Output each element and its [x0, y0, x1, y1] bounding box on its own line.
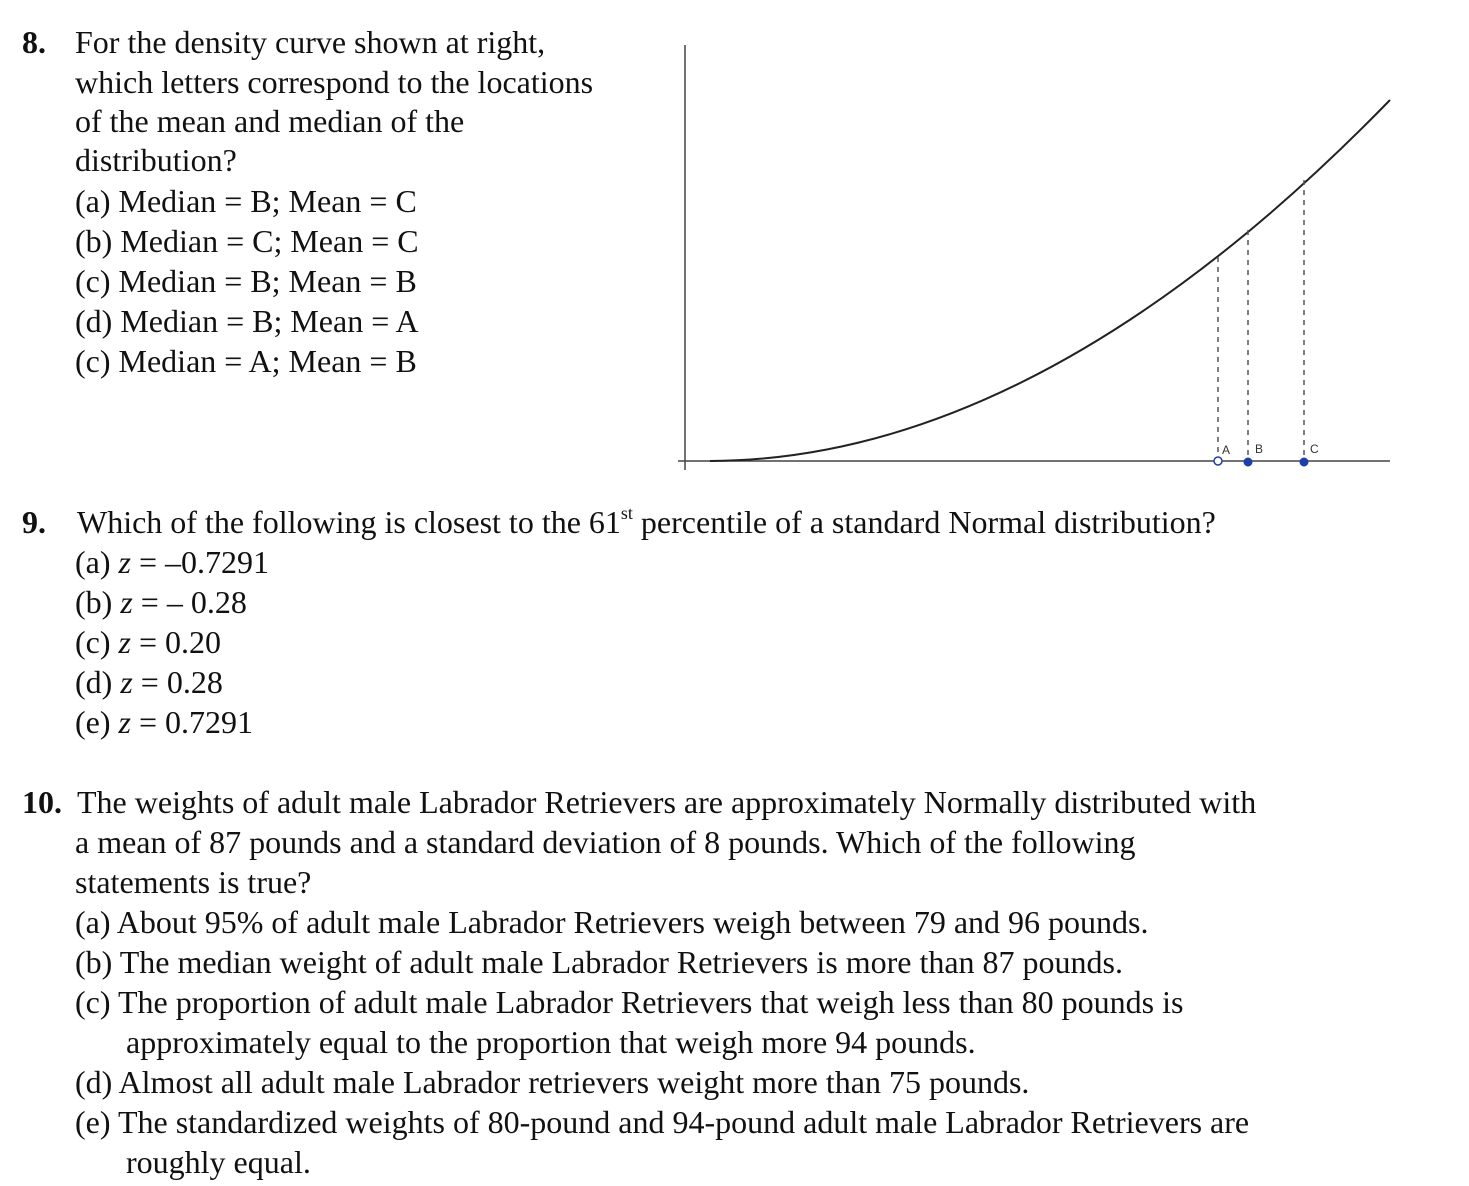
q8-number: 8. — [22, 24, 46, 60]
q10-stem-text-1: The weights of adult male Labrador Retrievers are approximately Normally distributed with — [77, 784, 1257, 820]
q10-option-a: (a) About 95% of adult male Labrador Retrievers weigh between 79 and 96 pounds. — [75, 904, 1149, 940]
q8-stem-line-4: distribution? — [75, 142, 237, 178]
point-b-label: B — [1255, 442, 1264, 456]
q9-option-c — [75, 622, 221, 662]
q9-option-b — [75, 582, 247, 622]
q9-option-c-variable: z — [118, 624, 131, 660]
q8-stem-line-2: which letters correspond to the locations — [75, 64, 594, 100]
point-a-label: A — [1222, 443, 1231, 457]
q9-stem-superscript: st — [620, 503, 633, 523]
q10-option-b: (b) The median weight of adult male Labrador Retrievers is more than 87 pounds. — [75, 944, 1123, 980]
q10-stem-line-1 — [22, 782, 1257, 822]
q9-option-d-value: = 0.28 — [132, 664, 223, 700]
q9-option-e-value: = 0.7291 — [130, 704, 254, 740]
q10-option-c: (c) The proportion of adult male Labrador Retrievers that weigh less than 80 pounds is — [75, 984, 1184, 1020]
q10-option-e-continued: roughly equal. — [126, 1144, 311, 1180]
q8-option-c: (c) Median = B; Mean = B — [75, 263, 417, 299]
q9-option-d-label: (d) — [75, 664, 121, 700]
density-curve-figure — [0, 0, 1469, 500]
q10-stem-line-3: statements is true? — [75, 864, 312, 900]
density-curve — [710, 100, 1390, 461]
q9-option-d — [75, 662, 223, 702]
q8-option-d: (d) Median = B; Mean = A — [75, 303, 419, 339]
point-b-marker — [1244, 458, 1253, 467]
q8-stem-line-3: of the mean and median of the — [75, 103, 465, 139]
q8-option-b: (b) Median = C; Mean = C — [75, 223, 419, 259]
q8-stem-text-1: For the density curve shown at right, — [75, 24, 546, 60]
q9-option-e-label: (e) — [75, 704, 119, 740]
q9-option-b-variable: z — [120, 584, 133, 620]
q9-option-e-variable: z — [118, 704, 131, 740]
point-c-marker — [1300, 458, 1309, 467]
q8-option-e: (c) Median = A; Mean = B — [75, 343, 417, 379]
q9-option-e — [75, 702, 253, 742]
q9-option-a-value: = –0.7291 — [130, 544, 270, 580]
q10-stem-line-2: a mean of 87 pounds and a standard deviation of 8 pounds. Which of the following — [75, 824, 1136, 860]
q10-option-e: (e) The standardized weights of 80-pound and 94-pound adult male Labrador Retrievers are — [75, 1104, 1250, 1140]
q10-number: 10. — [22, 784, 62, 820]
q9-option-c-label: (c) — [75, 624, 119, 660]
q9-option-d-variable: z — [120, 664, 133, 700]
q8-option-a: (a) Median = B; Mean = C — [75, 183, 417, 219]
q9-stem-before: Which of the following is closest to the 61 — [77, 504, 621, 540]
q9-option-a-variable: z — [118, 544, 131, 580]
q9-option-a — [75, 542, 269, 582]
q9-option-a-label: (a) — [75, 544, 119, 580]
q9-option-c-value: = 0.20 — [130, 624, 222, 660]
q10-option-c-continued: approximately equal to the proportion that weigh more 94 pounds. — [126, 1024, 976, 1060]
q9-option-b-label: (b) — [75, 584, 121, 620]
point-c-label: C — [1310, 442, 1319, 456]
q9-stem — [22, 502, 1216, 542]
q9-number: 9. — [22, 504, 46, 540]
q9-stem-text — [77, 502, 1216, 542]
q9-option-b-value: = – 0.28 — [132, 584, 247, 620]
point-a-marker — [1214, 457, 1222, 465]
q10-option-d: (d) Almost all adult male Labrador retrievers weight more than 75 pounds. — [75, 1064, 1030, 1100]
q9-stem-after: percentile of a standard Normal distribution? — [632, 504, 1216, 540]
